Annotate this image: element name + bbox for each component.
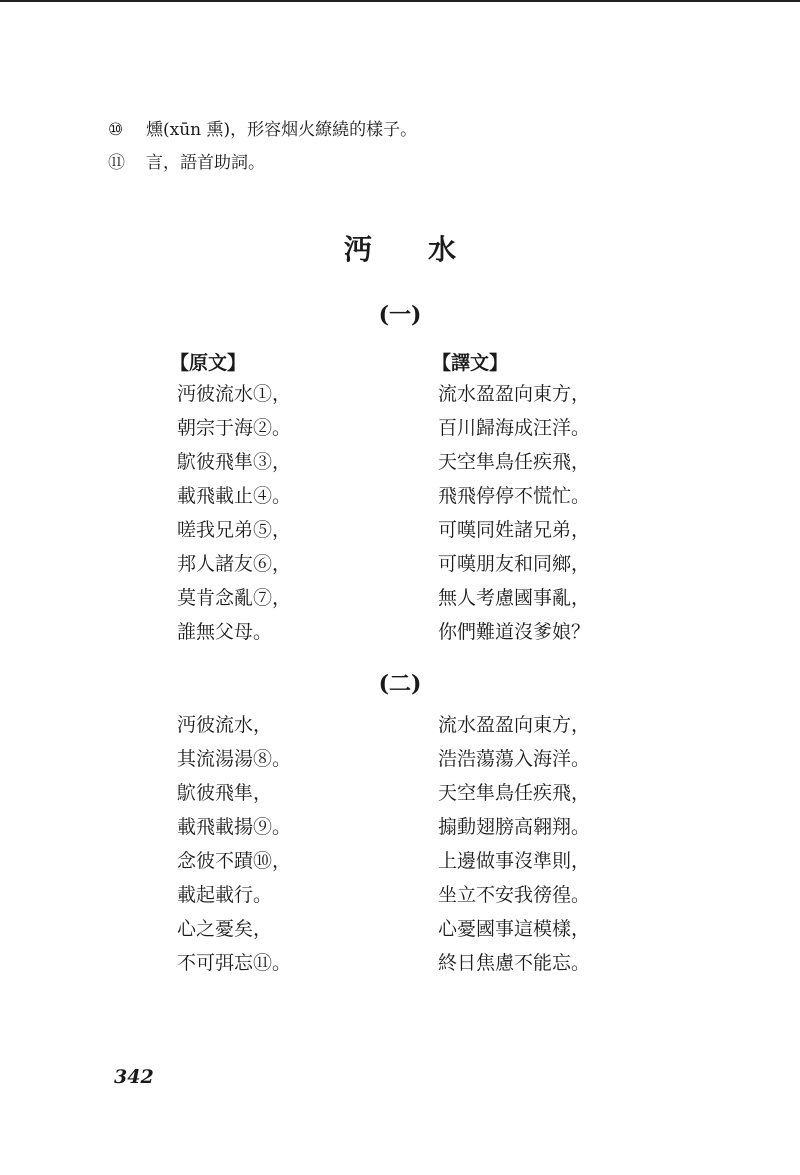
translation-line: 坐立不安我徬徨。 (438, 884, 591, 906)
original-line: 載起載行。 (177, 884, 273, 906)
original-line: 朝宗于海②。 (177, 417, 292, 439)
original-line: 沔彼流水①， (177, 383, 292, 405)
original-line: 念彼不蹟⑩， (177, 850, 292, 872)
translation-line: 飛飛停停不慌忙。 (438, 485, 591, 507)
original-line: 其流湯湯⑧。 (177, 748, 292, 770)
translation-line: 搧動翅膀高翱翔。 (438, 816, 591, 838)
footnote-text: 言，語首助詞。 (146, 153, 265, 173)
translation-line: 上邊做事沒準則， (438, 850, 591, 872)
original-line: 鴥彼飛隼， (177, 782, 273, 804)
original-line: 不可弭忘⑪。 (177, 952, 292, 974)
page-number: 342 (114, 1066, 154, 1088)
top-rule (0, 0, 800, 2)
translation-line: 天空隼鳥任疾飛， (438, 451, 591, 473)
section-heading-1: (一) (378, 302, 422, 328)
translation-line: 流水盈盈向東方， (438, 714, 591, 736)
original-line: 鴥彼飛隼③， (177, 451, 292, 473)
original-line: 沔彼流水， (177, 714, 273, 736)
footnote-number: ⑩ (108, 120, 124, 140)
footnote-text: 燻(xūn 熏)，形容烟火繚繞的樣子。 (146, 120, 418, 140)
translation-line: 無人考慮國事亂， (438, 587, 591, 609)
translation-line: 可嘆朋友和同鄉， (438, 553, 591, 575)
footnote-number: ⑪ (108, 153, 125, 173)
poem-title: 沔水 (343, 233, 512, 266)
original-line: 莫肯念亂⑦， (177, 587, 292, 609)
translation-line: 心憂國事這模樣， (438, 918, 591, 940)
original-header: 【原文】 (170, 352, 247, 374)
translation-line: 浩浩蕩蕩入海洋。 (438, 748, 591, 770)
original-line: 誰無父母。 (177, 621, 273, 643)
original-line: 心之憂矣， (177, 918, 273, 940)
footnote-11 (108, 151, 265, 175)
footnote-10 (108, 118, 417, 142)
original-line: 嗟我兄弟⑤， (177, 519, 292, 541)
translation-line: 百川歸海成汪洋。 (438, 417, 591, 439)
original-line: 載飛載揚⑨。 (177, 816, 292, 838)
translation-header: 【譯文】 (432, 352, 509, 374)
section-heading-2: (二) (378, 671, 422, 697)
original-line: 邦人諸友⑥， (177, 553, 292, 575)
original-line: 載飛載止④。 (177, 485, 292, 507)
translation-line: 可嘆同姓諸兄弟， (438, 519, 591, 541)
translation-line: 終日焦慮不能忘。 (438, 952, 591, 974)
translation-line: 你們難道沒爹娘？ (438, 621, 591, 643)
translation-line: 流水盈盈向東方， (438, 383, 591, 405)
translation-line: 天空隼鳥任疾飛， (438, 782, 591, 804)
